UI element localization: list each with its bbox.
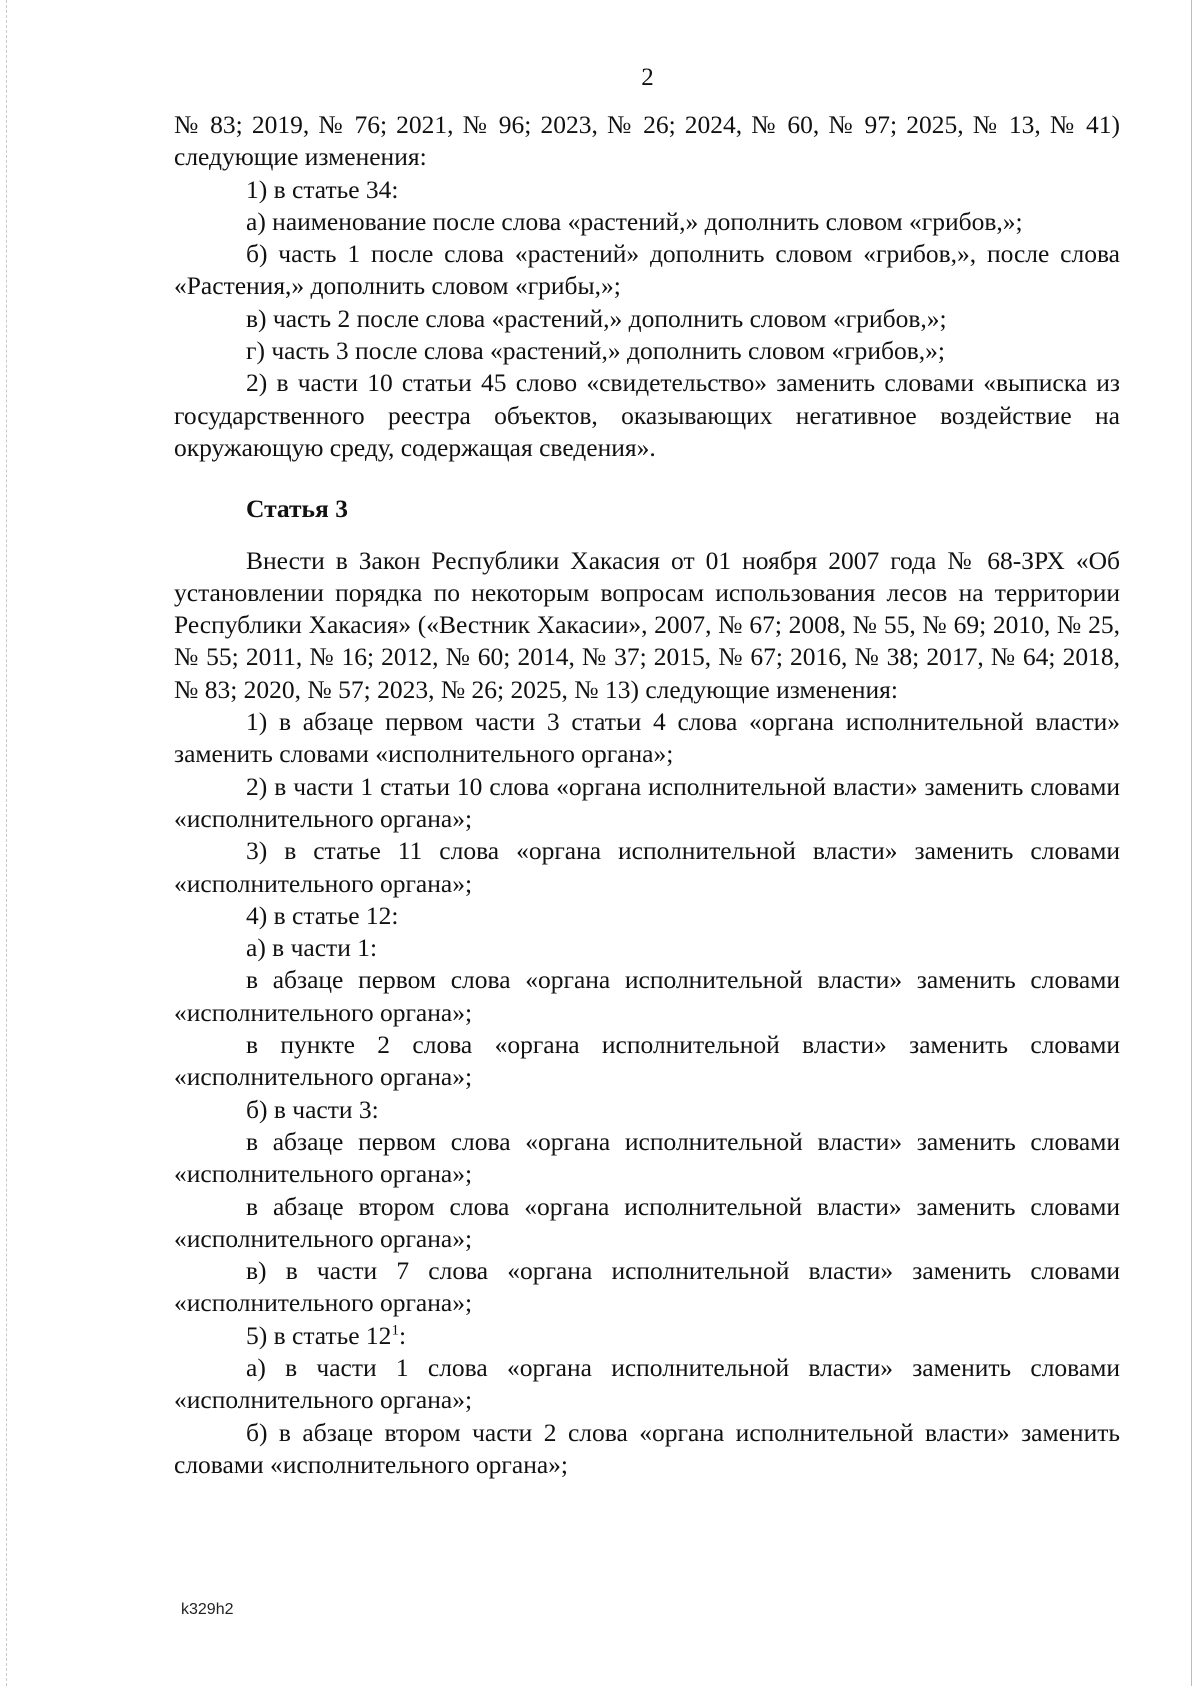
article3-item: 4) в статье 12: bbox=[246, 900, 399, 930]
article3-item: 2) в части 1 статьи 10 слова «органа исполнительной власти» заменить словами «исполнительного органа»; bbox=[174, 771, 1120, 833]
article3-item-5 bbox=[174, 1320, 1120, 1352]
article2-item: 2) в части 10 статьи 45 слово «свидетельство» заменить словами «выписка из государственного реестра объектов, оказывающих негативное воздействие на окружающую среду, содержащая сведения». bbox=[174, 368, 1120, 462]
article3-item: в абзаце первом слова «органа исполнительной власти» заменить словами «исполнительного органа»; bbox=[174, 1126, 1120, 1189]
article3-item: 1) в абзаце первом части 3 статьи 4 слова «органа исполнительной власти» заменить словами «исполнительного органа»; bbox=[174, 707, 1120, 769]
page-number: 2 bbox=[641, 64, 654, 91]
footer-document-code: k329h2 bbox=[181, 1601, 234, 1618]
article3-item: в абзаце втором слова «органа исполнительной власти» заменить словами «исполнительного органа»; bbox=[174, 1191, 1120, 1253]
item5-superscript: 1 bbox=[391, 1322, 399, 1339]
article3-item: а) в части 1: bbox=[246, 933, 378, 963]
article2-item: б) часть 1 после слова «растений» дополнить словом «грибов,», после слова «Растения,» дополнить словом «грибы,»; bbox=[174, 239, 1120, 301]
intro-paragraph: № 83; 2019, № 76; 2021, № 96; 2023, № 26; 2024, № 60, № 97; 2025, № 13, № 41) следующие изменения: bbox=[174, 110, 1120, 172]
item5-text: 5) в статье 12 bbox=[246, 1320, 392, 1350]
article2-item: в) часть 2 после слова «растений,» дополнить словом «грибов,»; bbox=[246, 303, 947, 333]
article3-heading: Статья 3 bbox=[246, 494, 348, 524]
article2-item: г) часть 3 после слова «растений,» дополнить словом «грибов,»; bbox=[246, 336, 946, 366]
article2-item: а) наименование после слова «растений,» дополнить словом «грибов,»; bbox=[246, 206, 1023, 236]
scan-left-edge bbox=[6, 0, 7, 1686]
item5-colon: : bbox=[398, 1320, 407, 1350]
article3-item: 3) в статье 11 слова «органа исполнительной власти» заменить словами «исполнительного органа»; bbox=[174, 836, 1120, 898]
article3-item: б) в абзаце втором части 2 слова «органа исполнительной власти» заменить словами «исполнительного органа»; bbox=[174, 1417, 1120, 1479]
article2-item: 1) в статье 34: bbox=[246, 174, 399, 204]
article3-intro: Внести в Закон Республики Хакасия от 01 ноября 2007 года № 68-ЗРХ «Об установлении порядка по некоторым вопросам использования лесов на территории Республики Хакасия» («Вестник Хакасии», 2007, № 67; 2008, № 55, № 69; 2010, № 25, № 55; 2011, № 16; 2012, № 60; 2014, № 37; 2015, № 67; 2016, № 38; 2017, № 64; 2018, № 83; 2020, № 57; 2023, № 26; 2025, № 13) следующие изменения: bbox=[174, 545, 1120, 704]
article3-item: б) в части 3: bbox=[246, 1094, 379, 1124]
article3-item: в абзаце первом слова «органа исполнительной власти» заменить словами «исполнительного органа»; bbox=[174, 965, 1120, 1027]
scan-right-edge bbox=[1191, 0, 1192, 1686]
article3-item: в пункте 2 слова «органа исполнительной власти» заменить словами «исполнительного органа»; bbox=[174, 1030, 1120, 1092]
article3-item: а) в части 1 слова «органа исполнительной власти» заменить словами «исполнительного органа»; bbox=[174, 1352, 1120, 1415]
article3-item: в) в части 7 слова «органа исполнительной власти» заменить словами «исполнительного органа»; bbox=[174, 1256, 1120, 1318]
document-body bbox=[174, 109, 1120, 1481]
